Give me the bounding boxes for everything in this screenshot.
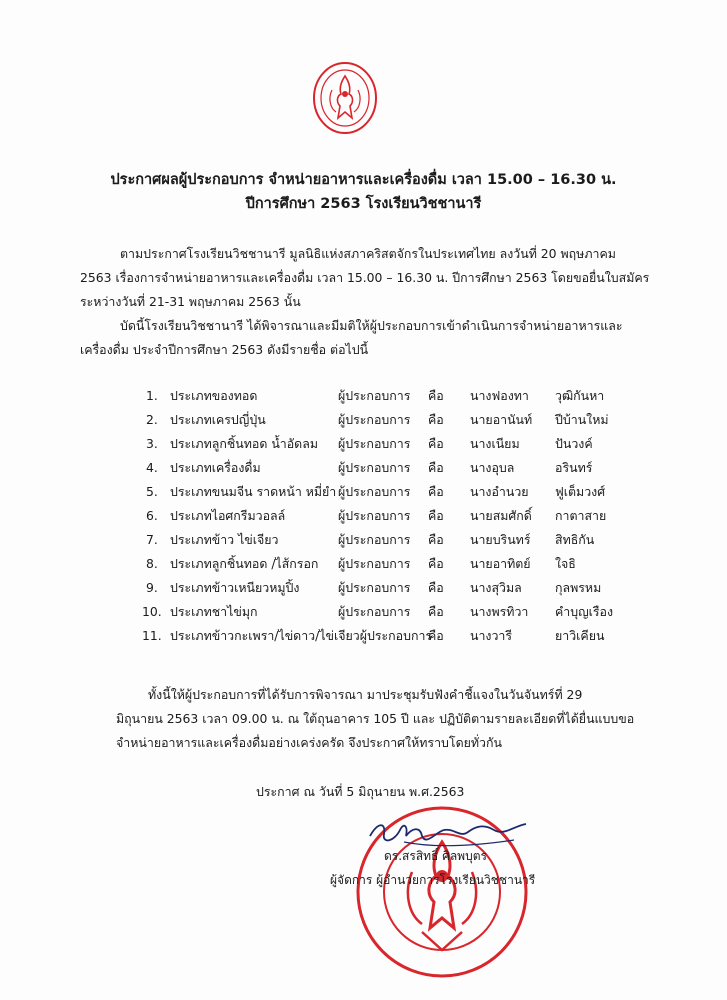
vendor-first-name: นางวารี [470,628,513,643]
vendor-row [0,480,727,504]
vendor-number: 11. [142,628,162,643]
vendor-first-name: นางพรทิวา [470,604,529,619]
vendor-type: ประเภทข้าวเหนียวหมูปิ้ง [170,580,300,595]
vendor-type: ประเภทของทอด [170,388,258,403]
vendor-row [0,528,727,552]
vendor-is: คือ [428,556,444,571]
vendor-is: คือ [428,460,444,475]
vendor-last-name: ฟูเต็มวงศ์ [555,484,606,499]
vendor-row [0,384,727,408]
vendor-row [0,504,727,528]
vendor-row [0,408,727,432]
vendor-is: คือ [428,532,444,547]
vendor-type: ประเภทข้าว ไข่เจียว [170,532,279,547]
vendor-row [0,456,727,480]
vendor-number: 3. [146,436,158,451]
vendor-type: ประเภทไอศกรีมวอลล์ [170,508,286,523]
vendor-type: ประเภทลูกชิ้นทอด /ไส้กรอก [170,556,319,571]
vendor-first-name: นางเนียม [470,436,520,451]
vendor-role: ผู้ประกอบการ [338,508,411,523]
vendor-number: 8. [146,556,158,571]
vendor-is: คือ [428,436,444,451]
vendor-last-name: กาตาสาย [555,508,607,523]
announcement-date: ประกาศ ณ วันที่ 5 มิถุนายน พ.ศ.2563 [256,784,465,799]
vendor-number: 2. [146,412,158,427]
vendor-row [0,552,727,576]
paragraph-line: เครื่องดื่ม ประจำปีการศึกษา 2563 ดังมีรายชื่อ ต่อไปนี้ [80,342,369,357]
vendor-is: คือ [428,508,444,523]
vendor-role: ผู้ประกอบการ [338,532,411,547]
vendor-first-name: นายอานันท์ [470,412,533,427]
signer-title: ผู้จัดการ ผู้อำนวยการโรงเรียนวิชชานารี [330,873,536,887]
vendor-last-name: กุลพรหม [555,580,602,595]
closing-line: มิถุนายน 2563 เวลา 09.00 น. ณ ใต้ถุนอาคาร 105 ปี และ ปฏิบัติตามรายละเอียดที่ได้ยื่นแบบขอ [116,711,635,726]
vendor-last-name: ยาวิเคียน [555,628,605,643]
vendor-first-name: นางอำนวย [470,484,529,499]
vendor-type: ประเภทลูกชิ้นทอด น้ำอัดลม [170,436,318,451]
vendor-number: 6. [146,508,158,523]
vendor-number: 1. [146,388,158,403]
vendor-is: คือ [428,412,444,427]
vendor-is: คือ [428,388,444,403]
vendor-row [0,576,727,600]
vendor-last-name: ใจธิ [555,556,576,571]
vendor-type: ประเภทขนมจีน ราดหน้า หมี่ยำ [170,484,337,499]
vendor-role: ผู้ประกอบการ [338,412,411,427]
announcement-subtitle: ปีการศึกษา 2563 โรงเรียนวิชชานารี [245,196,482,212]
vendor-is: คือ [428,484,444,499]
vendor-type: ประเภทเครื่องดื่ม [170,460,261,475]
vendor-first-name: นางฟองทา [470,388,529,403]
vendor-is: คือ [428,604,444,619]
paragraph-line: บัดนี้โรงเรียนวิชชานารี ได้พิจารณาและมีมติให้ผู้ประกอบการเข้าดำเนินการจำหน่ายอาหารและ [120,318,623,333]
vendor-last-name: ปันวงค์ [555,436,593,451]
vendor-role: ผู้ประกอบการ [338,580,411,595]
vendor-first-name: นายอาทิตย์ [470,556,531,571]
vendor-last-name: คำบุญเรือง [555,604,614,619]
paragraph-line: ระหว่างวันที่ 21-31 พฤษภาคม 2563 นั้น [80,294,301,309]
vendor-first-name: นายบรินทร์ [470,532,531,547]
announcement-title: ประกาศผลผู้ประกอบการ จำหน่ายอาหารและเครื่องดื่ม เวลา 15.00 – 16.30 น. [110,172,617,188]
vendor-number: 10. [142,604,162,619]
vendor-role: ผู้ประกอบการ [338,436,411,451]
vendor-first-name: นางสุวิมล [470,580,522,595]
vendor-is: คือ [428,580,444,595]
vendor-row [0,600,727,624]
vendor-first-name: นายสมศักดิ์ [470,508,532,523]
closing-line: ทั้งนี้ให้ผู้ประกอบการที่ได้รับการพิจารณา มาประชุมรับฟังคำชี้แจงในวันจันทร์ที่ 29 [148,687,583,702]
vendor-role: ผู้ประกอบการ [338,460,411,475]
vendor-last-name: อรินทร์ [555,460,593,475]
vendor-role: ผู้ประกอบการ [338,556,411,571]
vendor-role: ผู้ประกอบการ [338,604,411,619]
vendor-last-name: สิทธิกัน [555,532,595,547]
vendor-is: คือ [428,628,444,643]
paragraph-line: 2563 เรื่องการจำหน่ายอาหารและเครื่องดื่ม เวลา 15.00 – 16.30 น. ปีการศึกษา 2563 โดยขอยื่นใบสมัคร [80,270,650,285]
vendor-number: 9. [146,580,158,595]
vendor-type: ประเภทเครปญี่ปุ่น [170,412,266,427]
signer-name: ดร.สรสิทธิ์ ศิลพบุตร [384,849,487,863]
closing-line: จำหน่ายอาหารและเครื่องดื่มอย่างเคร่งครัด จึงประกาศให้ทราบโดยทั่วกัน [116,735,502,750]
vendor-last-name: ปีบ้านใหม่ [555,412,609,427]
vendor-number: 7. [146,532,158,547]
paragraph-line: ตามประกาศโรงเรียนวิชชานารี มูลนิธิแห่งสภาคริสตจักรในประเทศไทย ลงวันที่ 20 พฤษภาคม [120,246,616,261]
vendor-type: ประเภทข้าวกะเพรา/ไข่ดาว/ไข่เจียวผู้ประกอบการ [170,628,433,643]
vendor-number: 5. [146,484,158,499]
vendor-role: ผู้ประกอบการ [338,388,411,403]
vendor-type: ประเภทชาไข่มุก [170,604,258,619]
vendor-number: 4. [146,460,158,475]
vendor-row [0,432,727,456]
vendor-role: ผู้ประกอบการ [338,484,411,499]
vendor-first-name: นางอุบล [470,460,515,475]
school-seal-icon [312,60,378,136]
vendor-row [0,624,727,648]
vendor-last-name: วุฒิกันหา [555,388,605,403]
